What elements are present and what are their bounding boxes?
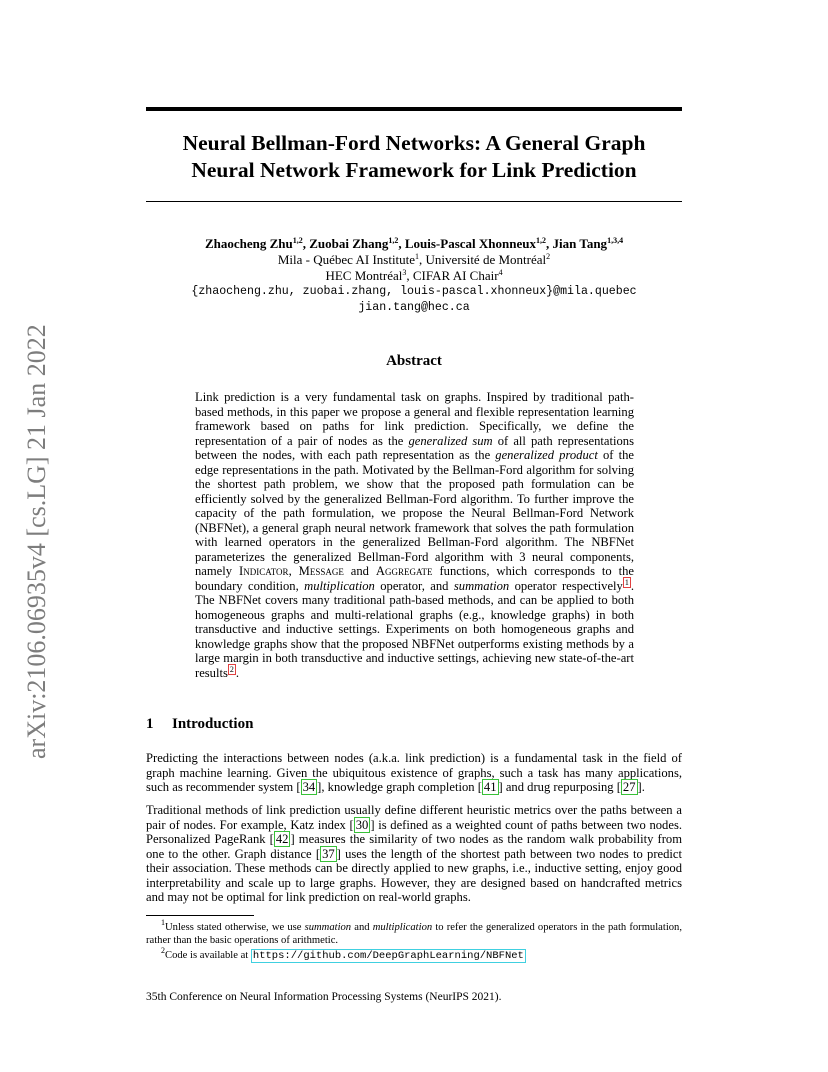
abstract-body: Link prediction is a very fundamental task on graphs. Inspired by traditional path-based methods, in this paper we propose a general and flexible representation learning framework based on paths for link prediction. Specifically, we define the representation of a pair of nodes as the generalized sum of all path representations between the nodes, with each path representation as the generalized product of the edge representations in the path. Motivated by the Bellman-Ford algorithm for solving the shortest path problem, we show that the proposed path formulation can be efficiently solved by the generalized Bellman-Ford algorithm. To further improve the capacity of the path formulation, we propose the Neural Bellman-Ford Network (NBFNet), a general graph neural network framework that solves the path formulation with learned operators in the generalized Bellman-Ford algorithm. The NBFNet parameterizes the generalized Bellman-Ford algorithm with 3 neural components, namely Indicator, Message and Aggregate functions, which corresponds to the boundary condition, multiplication operator, and summation operator respectively $^1$ . The NBFNet covers many traditional path-based methods, and can be applied to both homogeneous graphs and multi-relational graphs (e.g., knowledge graphs) in both transductive and inductive settings. Experiments on both homogeneous graphs and knowledge graphs show that the proposed NBFNet outperforms existing methods by a large margin in both transductive and inductive settings, achieving new state-of-the-art results $^2$ . — [195, 390, 635, 680]
title-line-2: Neural Network Framework for Link Prediction — [191, 158, 637, 182]
author-4-affil: 1,3,4 — [607, 236, 624, 245]
author-1-affil: 1,2 — [292, 236, 303, 245]
author-block — [146, 236, 682, 316]
footnote-1: $^1$Unless stated otherwise, we use summation and multiplication to refer the generalized operators in the path formulation, rather than the basic operations of arithmetic. — [146, 918, 683, 946]
abstract-heading: Abstract — [386, 353, 442, 369]
citation-27[interactable]: 27 — [622, 780, 636, 794]
author-3: , Louis-Pascal Xhonneux — [398, 236, 536, 251]
author-1: Zhaocheng Zhu — [204, 236, 293, 251]
citation-41[interactable]: 41 — [483, 780, 497, 794]
intro-paragraph-1: Predicting the interactions between nodes (a.k.a. link prediction) is a fundamental task in the field of graph machine learning. Given the ubiquitous existence of graphs, such a task has many applications, such as recommender system [ 34 ], knowledge graph completion [ 41 ] and drug repurposing [ 27 ]. — [146, 751, 682, 794]
footnote-2: $^2$Code is available at https://github.com/DeepGraphLearning/NBFNet — [161, 946, 524, 962]
citation-37[interactable]: 37 — [322, 846, 335, 861]
affiliation-line-2: HEC Montréal$^3$, CIFAR AI Chair$^4$ — [325, 268, 503, 283]
footnote-ref-1[interactable]: 1 — [624, 577, 629, 587]
title-top-rule — [146, 107, 682, 111]
section-number: 1 — [146, 716, 154, 732]
citation-34[interactable]: 34 — [302, 780, 316, 794]
email-line-1: {zhaocheng.zhu, zuobai.zhang, louis-pascal.xhonneux}@mila.quebec — [191, 285, 637, 298]
citation-42[interactable]: 42 — [275, 832, 289, 846]
footnote-2-mark: 2 — [161, 946, 165, 955]
affiliation-line-1: Mila - Québec AI Institute$^1$, Université de Montréal$^2$ — [277, 252, 551, 267]
footnote-1-mark: 1 — [161, 918, 165, 927]
paper-title — [146, 130, 682, 184]
author-2: , Zuobai Zhang — [302, 236, 389, 251]
section-heading-introduction — [146, 716, 253, 733]
section-title: Introduction — [172, 716, 254, 732]
title-line-1: Neural Bellman-Ford Networks: A General Graph — [182, 131, 646, 155]
email-line-2: jian.tang@hec.ca — [358, 301, 470, 314]
venue-footer: 35th Conference on Neural Information Processing Systems (NeurIPS 2021). — [146, 991, 502, 1003]
arxiv-stamp-text: arXiv:2106.06935v4 [cs.LG] 21 Jan 2022 — [22, 324, 51, 759]
intro-paragraph-2: Traditional methods of link prediction usually define different heuristic metrics over the paths between a pair of nodes. For example, Katz index [ 30 ] is defined as a weighted count of paths between two nodes. Personalized PageRank [ 42 ] measures the similarity of two nodes as the random walk probability from one to the other. Graph distance [ 37 ] uses the length of the shortest path between two nodes to predict their association. These methods can be directly applied to new graphs, i.e., inductive setting, enjoy good interpretability and scale up to large graphs. However, they are designed based on handcrafted metrics and may not be optimal for link prediction on real-world graphs. — [146, 803, 682, 904]
author-3-affil: 1,2 — [535, 236, 546, 245]
arxiv-stamp — [20, 293, 52, 759]
author-list — [146, 236, 682, 252]
title-bottom-rule — [146, 201, 682, 202]
code-url-link[interactable]: https://github.com/DeepGraphLearning/NBFNet — [252, 950, 524, 962]
author-4: , Jian Tang — [545, 236, 608, 251]
footnote-ref-2[interactable]: 2 — [229, 664, 234, 674]
author-2-affil: 1,2 — [388, 236, 399, 245]
citation-30[interactable]: 30 — [355, 817, 369, 832]
footnote-rule — [146, 915, 254, 916]
